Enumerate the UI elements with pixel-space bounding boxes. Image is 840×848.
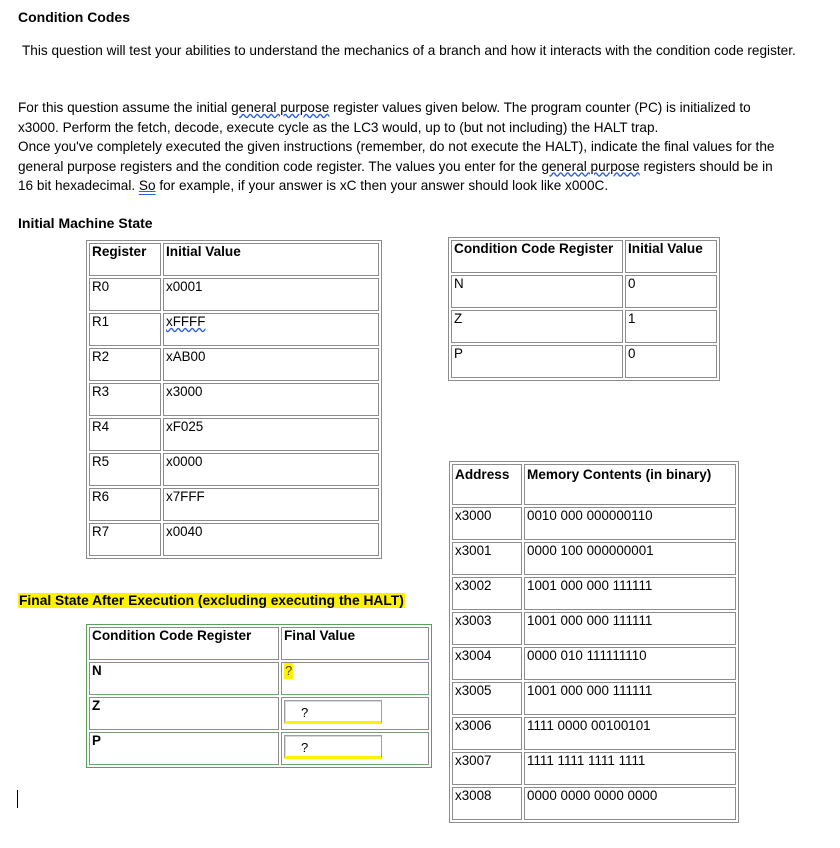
instructions-text: registers should be in xyxy=(639,158,773,174)
cc-initial-table xyxy=(448,237,720,381)
cc-final-p-input[interactable]: ? xyxy=(284,735,382,759)
table-row xyxy=(452,507,736,540)
table-row xyxy=(452,717,736,750)
memory-contents: 0000 0000 0000 0000 xyxy=(524,787,736,820)
cc-final-n-input[interactable]: ? xyxy=(285,663,293,678)
cc-flag-name: Z xyxy=(451,310,623,343)
memory-address: x3004 xyxy=(452,647,522,680)
column-header: Address xyxy=(452,464,522,505)
table-row xyxy=(89,348,379,381)
memory-contents: 1001 000 000 111111 xyxy=(524,612,736,645)
text-cursor xyxy=(17,790,18,808)
cc-flag-value: 0 xyxy=(625,345,717,378)
table-row xyxy=(451,275,717,308)
register-name: R7 xyxy=(89,523,161,556)
column-header: Initial Value xyxy=(625,240,717,273)
page-title: Condition Codes xyxy=(18,9,130,25)
cc-flag-name: N xyxy=(451,275,623,308)
register-value xyxy=(163,313,379,346)
register-value: x7FFF xyxy=(163,488,379,521)
register-name: R2 xyxy=(89,348,161,381)
table-row xyxy=(452,577,736,610)
table-row xyxy=(89,453,379,486)
intro-paragraph: This question will test your abilities to understand the mechanics of a branch and how it interacts with the condition code register. xyxy=(22,43,796,58)
memory-address: x3001 xyxy=(452,542,522,575)
register-name: R5 xyxy=(89,453,161,486)
instructions-text: 16 bit hexadecimal. xyxy=(18,178,139,194)
memory-address: x3006 xyxy=(452,717,522,750)
table-row xyxy=(452,682,736,715)
table-row xyxy=(89,418,379,451)
cc-final-p-cell xyxy=(281,732,429,765)
table-row xyxy=(89,278,379,311)
memory-address: x3005 xyxy=(452,682,522,715)
register-value: x0000 xyxy=(163,453,379,486)
instructions-text: general purpose xyxy=(541,158,640,174)
register-name: R4 xyxy=(89,418,161,451)
column-header: Condition Code Register xyxy=(451,240,623,273)
register-value: x0040 xyxy=(163,523,379,556)
instructions-text: general purpose registers and the condition code register. The values you enter for the xyxy=(18,158,542,174)
register-name: R3 xyxy=(89,383,161,416)
memory-contents: 1001 000 000 111111 xyxy=(524,577,736,610)
cc-final-table xyxy=(86,624,432,768)
cc-flag-name: Z xyxy=(89,697,279,730)
column-header: Register xyxy=(89,243,161,276)
registers-table xyxy=(86,240,382,559)
column-header: Initial Value xyxy=(163,243,379,276)
cc-flag-name: P xyxy=(89,732,279,765)
register-value: x3000 xyxy=(163,383,379,416)
memory-address: x3007 xyxy=(452,752,522,785)
table-row xyxy=(451,310,717,343)
table-header-row xyxy=(451,240,717,273)
memory-contents: 1111 0000 00100101 xyxy=(524,717,736,750)
table-header-row xyxy=(89,627,429,660)
table-header-row xyxy=(89,243,379,276)
cc-final-z-input[interactable]: ? xyxy=(284,700,382,724)
register-name: R0 xyxy=(89,278,161,311)
column-header: Memory Contents (in binary) xyxy=(524,464,736,505)
column-header: Condition Code Register xyxy=(89,627,279,660)
memory-address: x3003 xyxy=(452,612,522,645)
table-row xyxy=(451,345,717,378)
memory-contents: 0000 010 111111110 xyxy=(524,647,736,680)
table-row xyxy=(452,752,736,785)
table-row xyxy=(452,787,736,820)
memory-contents: 0010 000 000000110 xyxy=(524,507,736,540)
instructions-text: So xyxy=(138,178,156,194)
register-name: R1 xyxy=(89,313,161,346)
table-row xyxy=(452,542,736,575)
table-row xyxy=(89,732,429,765)
cc-final-n-cell xyxy=(281,662,429,695)
table-row xyxy=(89,662,429,695)
instructions-text: Once you've completely executed the given instructions (remember, do not execute the HALT), indicate the final values for the xyxy=(18,139,775,155)
table-row xyxy=(89,313,379,346)
table-row xyxy=(89,523,379,556)
memory-address: x3008 xyxy=(452,787,522,820)
table-header-row xyxy=(452,464,736,505)
table-row xyxy=(89,488,379,521)
register-value: x0001 xyxy=(163,278,379,311)
register-name: R6 xyxy=(89,488,161,521)
cc-flag-name: P xyxy=(451,345,623,378)
initial-state-heading: Initial Machine State xyxy=(18,215,153,231)
register-value: xAB00 xyxy=(163,348,379,381)
memory-contents: 0000 100 000000001 xyxy=(524,542,736,575)
table-row xyxy=(452,612,736,645)
cc-flag-value: 1 xyxy=(625,310,717,343)
memory-address: x3002 xyxy=(452,577,522,610)
column-header: Final Value xyxy=(281,627,429,660)
memory-table xyxy=(449,461,739,823)
instructions-text: for example, if your answer is xC then your answer should look like x000C. xyxy=(155,178,609,194)
memory-contents: 1111 1111 1111 1111 xyxy=(524,752,736,785)
memory-address: x3000 xyxy=(452,507,522,540)
cc-final-z-cell xyxy=(281,697,429,730)
final-state-heading: Final State After Execution (excluding executing the HALT) xyxy=(19,593,404,608)
instructions-paragraph xyxy=(18,98,830,196)
register-value-text: xFFFF xyxy=(166,314,206,329)
cc-flag-name: N xyxy=(89,662,279,695)
instructions-text: x3000. Perform the fetch, decode, execute cycle as the LC3 would, up to (but not including) the HALT trap. xyxy=(18,119,659,135)
table-row xyxy=(452,647,736,680)
instructions-text: general purpose xyxy=(231,100,330,115)
memory-contents: 1001 000 000 111111 xyxy=(524,682,736,715)
instructions-text: For this question assume the initial xyxy=(18,100,232,115)
cc-flag-value: 0 xyxy=(625,275,717,308)
table-row xyxy=(89,697,429,730)
register-value: xF025 xyxy=(163,418,379,451)
table-row xyxy=(89,383,379,416)
instructions-text: register values given below. The program counter (PC) is initialized to xyxy=(329,100,751,115)
